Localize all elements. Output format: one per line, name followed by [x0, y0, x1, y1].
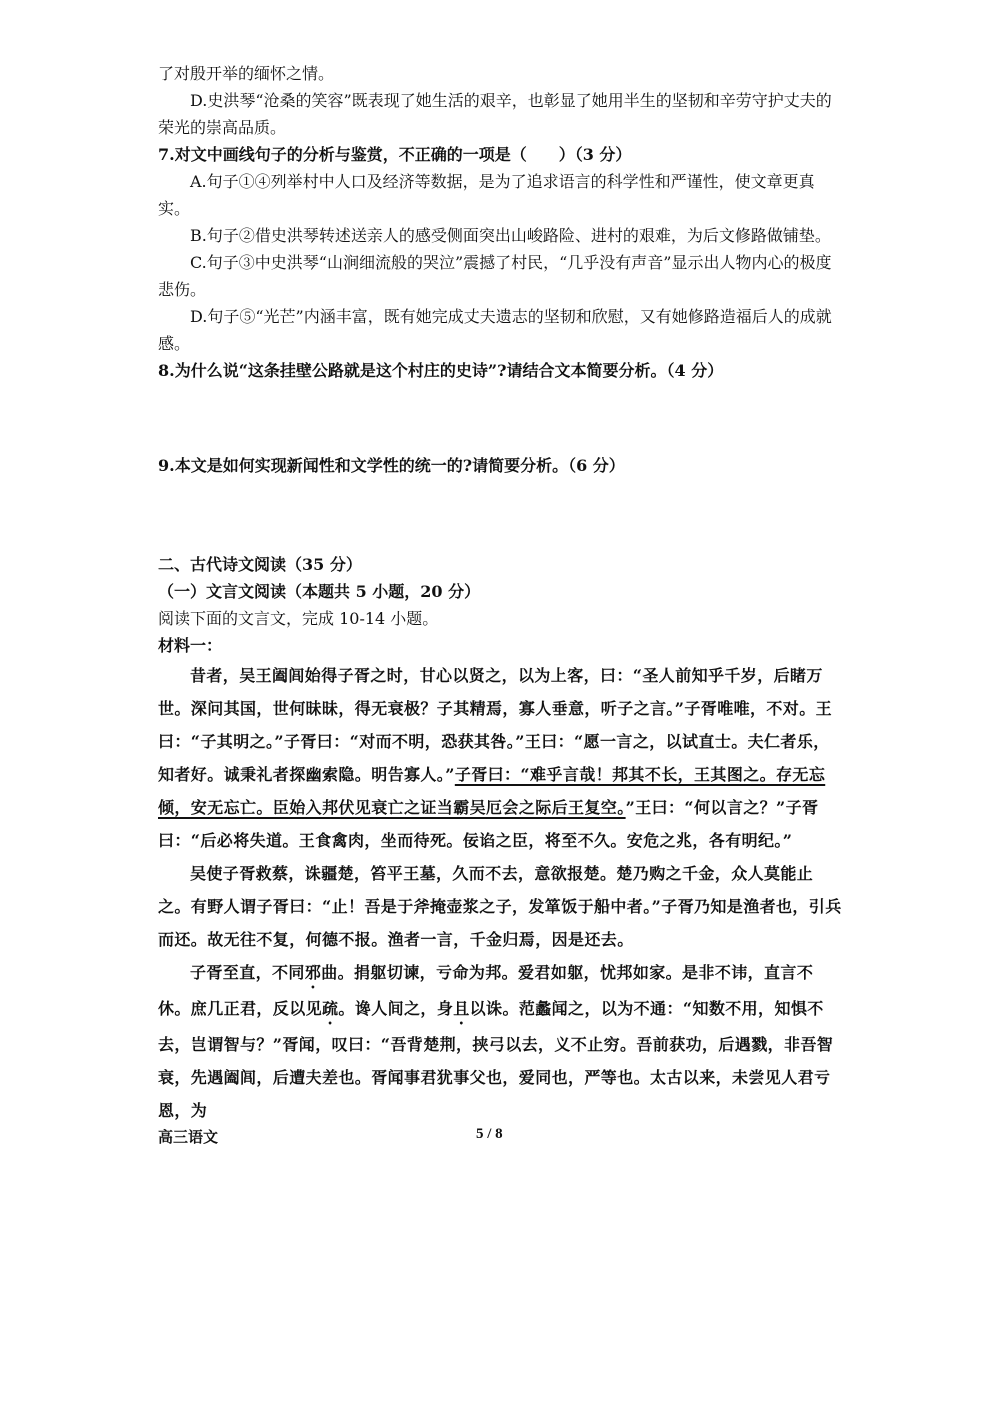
subsection-title: （一）文言文阅读（本题共 5 小题，20 分）: [158, 582, 481, 601]
dotted-word-1: 邪: [304, 963, 322, 982]
passage-p1-text-b: ”王曰：“何以言之？”子胥曰：“后必将失道。王食禽肉，坐而待死。佞谄之臣，将至不久。安危之兆，各有明纪。”: [158, 798, 819, 850]
passage-p3-text-a: 子胥至直，不同: [190, 963, 305, 982]
underlined-sentence: 子胥曰：“难乎言哉！邦其不长，王其图之。存无忘倾，安无忘亡。臣始入邦伏见衰亡之证当霸吴厄会之际后王复空。: [158, 765, 826, 817]
q7-option-a: A.句子①④列举村中人口及经济等数据，是为了追求语言的科学性和严谨性，使文章更真实。: [158, 172, 815, 218]
passage-paragraph-1: [158, 659, 842, 857]
q7-option-d: D.句子⑤“光芒”内涵丰富，既有她完成丈夫遗志的坚韧和欣慰，又有她修路造福后人的成就感。: [158, 307, 832, 353]
passage-p3-text-b: 曲。捐躯切谏，亏命为邦。爱君如躯，忧邦如家。是非不讳，直言不休。庶几正君，反以见: [158, 963, 814, 1018]
material-label: 材料一：: [158, 636, 223, 655]
passage-p1-text-a: 昔者，吴王阖闾始得子胥之时，甘心以贤之，以为上客，曰：“圣人前知乎千岁，后睹万世。深问其国，世何昧昧，得无衰极？子其精焉，寡人垂意，听子之言。”子胥唯唯，不对。王曰：“子其明之。”子胥曰：“对而不明，恐获其咎。”王曰：“愿一言之，以试直士。夫仁者乐，知者好。诚秉礼者探幽索隐。明告寡人。”: [158, 666, 833, 784]
q6-option-d: D.史洪琴“沧桑的笑容”既表现了她生活的艰辛，也彰显了她用半生的坚韧和辛劳守护丈夫的荣光的崇高品质。: [158, 91, 832, 137]
instruction: 阅读下面的文言文，完成 10-14 小题。: [158, 609, 439, 628]
passage-paragraph-2: 吴使子胥救蔡，诛疆楚，笞平王墓，久而不去，意欲报楚。楚乃购之千金，众人莫能止之。有野人谓子胥曰：“止！吾是于斧掩壶浆之子，发箪饭于船中者。”子胥乃知是渔者也，引兵而还。故无往不复，何德不报。渔者一言，千金归焉，因是还去。: [158, 864, 842, 949]
answer-space-q8[interactable]: [158, 384, 842, 452]
answer-space-q9[interactable]: [158, 479, 842, 551]
classical-passage: [158, 659, 842, 1127]
page-content: [158, 60, 842, 1127]
q7-option-b: B.句子②借史洪琴转述送亲人的感受侧面突出山峻路险、进村的艰难，为后文修路做铺垫。: [190, 226, 831, 245]
q7-option-c: C.句子③中史洪琴“山涧细流般的哭泣”震撼了村民，“几乎没有声音”显示出人物内心的极度悲伤。: [158, 253, 832, 299]
text-fragment: 了对殷开举的缅怀之情。: [158, 64, 335, 83]
dotted-word-2: 疏: [322, 999, 339, 1018]
section-title: 二、古代诗文阅读（35 分）: [158, 555, 362, 574]
q7-stem: 7.对文中画线句子的分析与鉴赏，不正确的一项是（ ）（3 分）: [158, 145, 632, 164]
passage-p3-text-c: 。谗人间之，身: [338, 999, 454, 1018]
passage-p3-text-d: 以诛。范蠡闻之，以为不通：“知数不用，知惧不去，岂谓智与？”胥闻，叹曰：“吾背楚荆，挟弓以去，义不止穷。吾前获功，后遇戮，非吾智衰，先遇阖闾，后遭夫差也。胥闻事君犹事父也，爱同也，严等也。太古以来，未尝见人君亏恩，为: [158, 999, 834, 1120]
q9-stem: 9.本文是如何实现新闻性和文学性的统一的?请简要分析。（6 分）: [158, 456, 625, 475]
q8-stem: 8.为什么说“这条挂壁公路就是这个村庄的史诗”?请结合文本简要分析。（4 分）: [158, 361, 724, 380]
passage-paragraph-3: [158, 956, 842, 1127]
footer-page-number: 5 / 8: [476, 1126, 503, 1142]
dotted-word-3: 且: [453, 999, 470, 1018]
footer-subject: 高三语文: [158, 1130, 219, 1146]
